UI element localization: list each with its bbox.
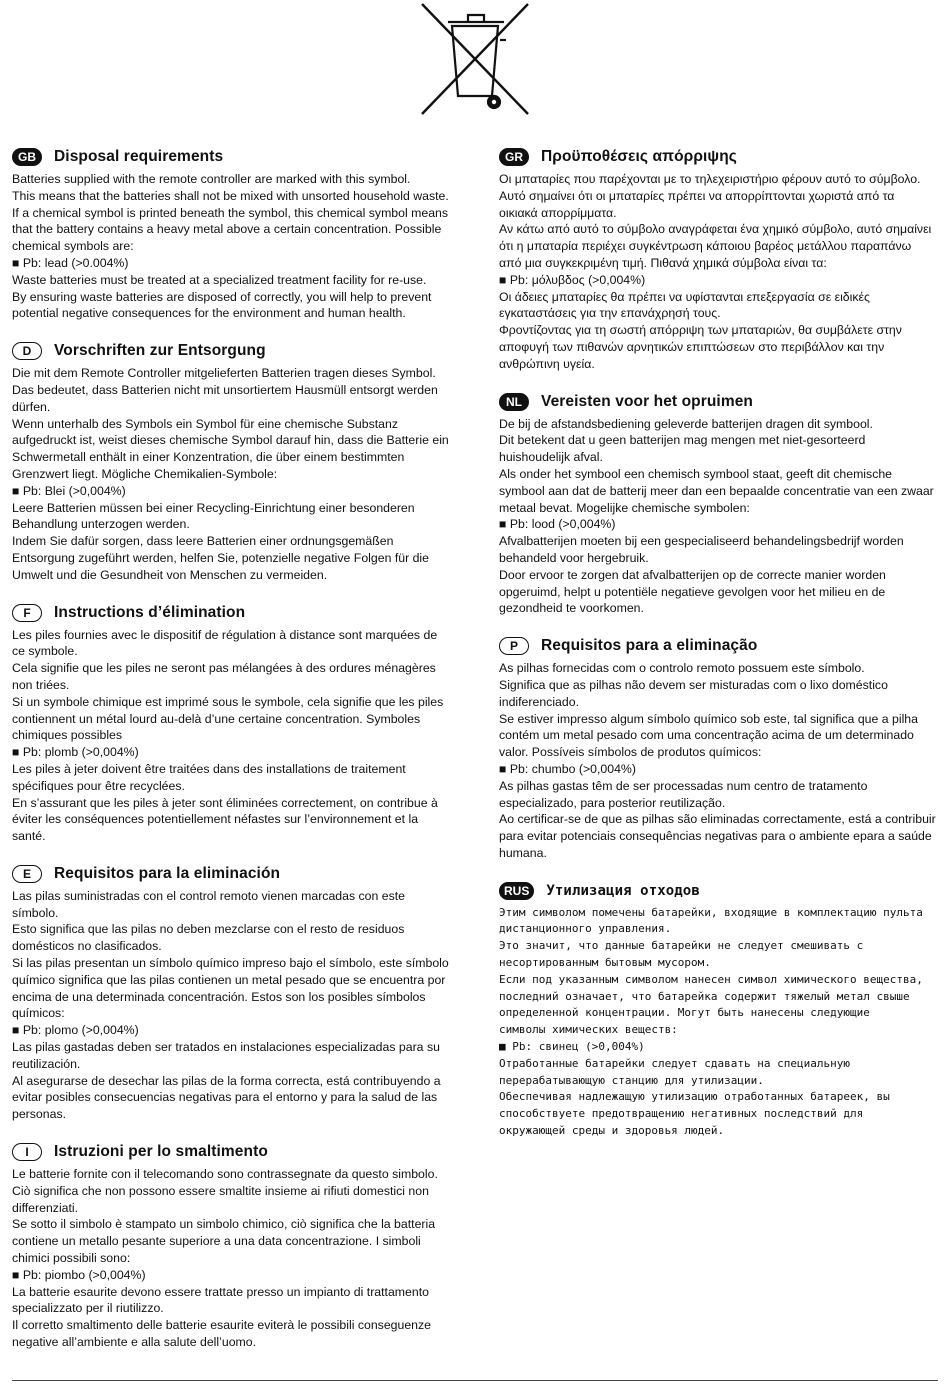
language-badge: RUS	[499, 882, 534, 900]
text-line: Ciò significa che non possono essere smaltite insieme ai rifiuti domestici non	[12, 1183, 429, 1198]
crossed-out-wheelie-bin-icon	[418, 0, 532, 118]
section-title: Vorschriften zur Entsorgung	[54, 342, 266, 360]
text-line: Если под указанным символом нанесен символ химического вещества,	[499, 972, 923, 986]
text-line: από μια συγκεκριμένη τιμή. Πιθανά χημικά σύμβολα είναι τα:	[499, 255, 827, 270]
text-line: As pilhas fornecidas com o controlo remoto possuem este símbolo.	[499, 661, 865, 676]
text-line: Il corretto smaltimento delle batterie esaurite eviterà le possibili conseguenze	[12, 1318, 431, 1333]
text-line: Si un symbole chimique est imprimé sous le symbole, cela signifie que les piles	[12, 694, 444, 709]
text-line: ότι η μπαταρία περιέχει συγκέντρωση κάποιου βαρέος μετάλλου παραπάνω	[499, 239, 912, 254]
text-line: para evitar potenciais consequências negativas para o ambiente epara a saúde	[499, 829, 932, 844]
text-line: ανθρώπινη υγεία.	[499, 356, 595, 371]
section-heading	[12, 339, 452, 363]
text-line: Wenn unterhalb des Symbols ein Symbol für eine chemische Substanz	[12, 416, 398, 431]
text-line: Αυτό σημαίνει ότι οι μπαταρίες πρέπει να απορρίπτονται χωριστά από τα	[499, 188, 895, 203]
text-line: ce symbole.	[12, 644, 78, 659]
language-badge: GR	[499, 148, 529, 166]
text-line: Die mit dem Remote Controller mitgelieferten Batterien tragen dieses Symbol.	[12, 366, 436, 381]
text-line: personas.	[12, 1107, 67, 1122]
section-heading	[499, 634, 939, 658]
text-line: Se estiver impresso algum símbolo químico sob este, tal significa que a pilha	[499, 711, 918, 726]
text-line: En s’assurant que les piles à jeter sont éliminées correctement, on contribue à	[12, 795, 438, 810]
left-column	[12, 145, 452, 1368]
text-line: By ensuring waste batteries are disposed of correctly, you will help to prevent	[12, 289, 432, 304]
section-gr	[499, 145, 939, 373]
section-title: Requisitos para la eliminación	[54, 864, 281, 882]
bullet-line: ■ Pb: piombo (>0,004%)	[12, 1267, 146, 1282]
text-line: οικιακά απορρίμματα.	[499, 205, 617, 220]
bullet-line: ■ Pb: plomo (>0,004%)	[12, 1023, 139, 1038]
text-line: Als onder het symbool een chemisch symbool staat, geeft dit chemische	[499, 466, 893, 481]
bullet-line: ■ Pb: lead (>0.004%)	[12, 255, 129, 270]
text-line: Οι μπαταρίες που παρέχονται με το τηλεχειριστήριο φέρουν αυτό το σύμβολο.	[499, 172, 921, 186]
text-line: especializado, para posterior reutilização.	[499, 795, 726, 810]
text-line: Le batterie fornite con il telecomando sono contrassegnate da questo simbolo.	[12, 1167, 438, 1182]
text-line: that the battery contains a heavy metal above a certain concentration. Possible	[12, 222, 442, 237]
text-line: huishoudelijk afval.	[499, 450, 603, 465]
text-line: gezondheid te voorkomen.	[499, 601, 644, 616]
section-title: Istruzioni per lo smaltimento	[54, 1143, 268, 1161]
text-line: chimiques possibles	[12, 728, 123, 743]
section-title: Instructions d’élimination	[54, 603, 246, 621]
section-title: Vereisten voor het opruimen	[541, 392, 754, 410]
text-line: Afvalbatterijen moeten bij een gespecialiseerd behandelingsbedrijf worden	[499, 534, 904, 549]
text-line: Las pilas suministradas con el control remoto vienen marcadas con este	[12, 888, 406, 903]
text-line: potential negative consequences for the environment and human health.	[12, 306, 406, 321]
text-line: símbolo.	[12, 905, 59, 920]
text-line: éviter les conséquences potentiellement néfastes sur l’environnement et la	[12, 812, 419, 827]
text-line: Οι άδειες μπαταρίες θα πρέπει να υφίστανται επεξεργασία σε ειδικές	[499, 289, 870, 304]
text-line: contém um metal pesado com uma concentração acima de um determinado	[499, 728, 914, 743]
text-line: chemical symbols are:	[12, 239, 134, 254]
text-line: aufgedruckt ist, weist dieses chemische Symbol darauf hin, dass die Batterie ein	[12, 433, 449, 448]
text-line: opgeruimd, helpt u potentiële negatieve gevolgen voor het milieu en de	[499, 584, 886, 599]
text-line: This means that the batteries shall not be mixed with unsorted household waste.	[12, 188, 449, 203]
text-line: symbool aan dat de batterij meer dan een bepaalde concentratie van een zwaar	[499, 483, 934, 498]
text-line: символы химических веществ:	[499, 1023, 678, 1037]
text-line: contiene un metallo pesante superiore a una data concentrazione. I simboli	[12, 1234, 421, 1249]
section-heading	[12, 862, 452, 886]
section-title: Προϋποθέσεις απόρριψης	[541, 148, 737, 165]
section-heading	[12, 1140, 452, 1164]
text-line: Al asegurarse de desechar las pilas de la forma correcta, está contribuyendo a	[12, 1073, 441, 1088]
section-heading	[12, 601, 452, 625]
text-line: Les piles fournies avec le dispositif de régulation à distance sont marquées de	[12, 627, 438, 642]
text-line: определенной концентрации. Могут быть нанесены следующие	[499, 1006, 870, 1020]
bullet-line: ■ Pb: μόλυβδος (>0,004%)	[499, 272, 646, 287]
text-line: последний означает, что батарейка содержит тяжелый метал свыше	[499, 989, 910, 1003]
text-line: domésticos no clasificados.	[12, 939, 162, 954]
text-line: evitar posibles consecuencias negativas para el entorno y para la salud de las	[12, 1090, 438, 1105]
text-line: spécifiques pour être recyclées.	[12, 778, 185, 793]
text-line: valor. Possíveis símbolos de produtos químicos:	[499, 745, 762, 760]
text-line: Das bedeutet, dass Batterien nicht mit unsortiertem Hausmüll entsorgt werden	[12, 382, 438, 397]
bullet-line: ■ Pb: Blei (>0,004%)	[12, 483, 126, 498]
section-title: Утилизация отходов	[546, 882, 700, 899]
text-line: εγκαταστάσεις για την επανάχρησή τους.	[499, 306, 721, 321]
text-line: Φροντίζοντας για τη σωστή απόρριψη των μπαταριών, θα συμβάλετε στην	[499, 323, 902, 338]
text-line: behandeld voor hergebruik.	[499, 550, 649, 565]
section-f	[12, 601, 452, 845]
text-line: As pilhas gastas têm de ser processadas num centro de tratamento	[499, 778, 868, 793]
text-line: несортированным бытовым мусором.	[499, 956, 711, 970]
section-gb	[12, 145, 452, 322]
section-d	[12, 339, 452, 583]
text-line: Leere Batterien müssen bei einer Recycling-Einrichtung einer besonderen	[12, 500, 415, 515]
bullet-line: ■ Pb: lood (>0,004%)	[499, 517, 616, 532]
text-line: Grenzwert liegt. Mögliche Chemikalien-Symbole:	[12, 466, 278, 481]
text-line: Si las pilas presentan un símbolo químico impreso bajo el símbolo, este símbolo	[12, 956, 449, 971]
section-title: Disposal requirements	[54, 148, 224, 165]
text-line: negative all’ambiente e alla salute dell’uomo.	[12, 1335, 257, 1350]
right-column	[499, 145, 939, 1157]
text-line: Se sotto il simbolo è stampato un simbolo chimico, ciò significa che la batteria	[12, 1217, 436, 1232]
language-badge: F	[12, 604, 42, 622]
text-line: santé.	[12, 829, 46, 844]
text-line: dürfen.	[12, 399, 51, 414]
text-line: De bij de afstandsbediening geleverde batterijen dragen dit symbool.	[499, 416, 873, 431]
text-line: contiennent un métal lourd au-delà d’une certaine concentration. Symboles	[12, 711, 421, 726]
text-line: Door ervoor te zorgen dat afvalbatterijen op de correcte manier worden	[499, 567, 886, 582]
language-badge: GB	[12, 148, 42, 166]
bullet-line: ■ Pb: свинец (>0,004%)	[499, 1040, 645, 1054]
text-line: Waste batteries must be treated at a specialized treatment facility for re-use.	[12, 272, 427, 287]
text-line: chimici possibili sono:	[12, 1251, 131, 1266]
section-heading	[499, 145, 939, 169]
language-badge: I	[12, 1143, 42, 1161]
text-line: Dit betekent dat u geen batterijen mag mengen met niet-gesorteerd	[499, 433, 866, 448]
text-line: reutilización.	[12, 1056, 81, 1071]
text-line: способствуете предотвращению негативных последствий для	[499, 1107, 864, 1121]
text-line: Behandlung unterzogen werden.	[12, 517, 190, 532]
text-line: Schwermetall enthält in einer Konzentration, die über einem bestimmten	[12, 450, 405, 465]
text-line: Indem Sie dafür sorgen, dass leere Batterien einer ordnungsgemäßen	[12, 534, 394, 549]
language-badge: NL	[499, 393, 529, 411]
section-title: Requisitos para a eliminação	[541, 637, 758, 655]
text-line: Это значит, что данные батарейки не следует смешивать с	[499, 939, 864, 953]
text-line: Cela signifie que les piles ne seront pas mélangées à des ordures ménagères	[12, 661, 436, 676]
text-line: Umwelt und die Gesundheit von Menschen zu vermeiden.	[12, 567, 328, 582]
section-e	[12, 862, 452, 1123]
text-line: differenziati.	[12, 1200, 79, 1215]
section-heading	[499, 390, 939, 414]
text-line: If a chemical symbol is printed beneath the symbol, this chemical symbol means	[12, 205, 449, 220]
footer-divider	[12, 1380, 938, 1381]
text-line: Обеспечивая надлежащую утилизацию отработанных батареек, вы	[499, 1090, 890, 1104]
section-nl	[499, 390, 939, 618]
text-line: non triées.	[12, 677, 70, 692]
section-i	[12, 1140, 452, 1351]
language-badge: D	[12, 342, 42, 360]
bullet-line: ■ Pb: chumbo (>0,004%)	[499, 761, 636, 776]
section-rus	[499, 879, 939, 1140]
text-line: Отработанные батарейки следует сдавать на специальную	[499, 1056, 850, 1070]
text-line: indiferenciado.	[499, 694, 579, 709]
text-line: дистанционного управления.	[499, 922, 672, 936]
language-badge: E	[12, 865, 42, 883]
text-line: αποφυγή των πιθανών αρνητικών επιπτώσεων στο περιβάλλον και την	[499, 339, 885, 354]
section-heading	[12, 145, 452, 169]
text-line: Αν κάτω από αυτό το σύμβολο αναγράφεται ένα χημικό σύμβολο, αυτό σημαίνει	[499, 222, 932, 237]
text-line: encima de una determinada concentración. Estos son los posibles símbolos	[12, 989, 426, 1004]
text-line: Batteries supplied with the remote controller are marked with this symbol.	[12, 172, 411, 186]
text-line: Этим символом помечены батарейки, входящие в комплектацию пульта	[499, 905, 923, 919]
bullet-line: ■ Pb: plomb (>0,004%)	[12, 745, 139, 760]
text-line: окружающей среды и здоровья людей.	[499, 1124, 725, 1138]
text-line: Entsorgung zugeführt werden, helfen Sie, potenzielle negative Folgen für die	[12, 550, 430, 565]
text-line: metaal bevat. Mogelijke chemische symbolen:	[499, 500, 750, 515]
text-line: Ao certificar-se de que as pilhas são eliminadas correctamente, está a contribuir	[499, 812, 936, 827]
text-line: humana.	[499, 845, 547, 860]
text-line: Las pilas gastadas deben ser tratados en instalaciones especializadas para su	[12, 1040, 440, 1055]
section-p	[499, 634, 939, 862]
text-line: перерабатывающую станцию для утилизации.	[499, 1073, 764, 1087]
text-line: La batterie esaurite devono essere trattate presso un impianto di trattamento	[12, 1284, 429, 1299]
text-line: químico significa que las pilas contienen un metal pesado que se encuentra por	[12, 972, 446, 987]
text-line: Significa que as pilhas não devem ser misturadas com o lixo doméstico	[499, 677, 888, 692]
language-badge: P	[499, 637, 529, 655]
text-line: specializzato per il riutilizzo.	[12, 1301, 164, 1316]
text-line: Les piles à jeter doivent être traitées dans des installations de traitement	[12, 761, 406, 776]
section-heading	[499, 879, 939, 903]
text-line: químicos:	[12, 1006, 65, 1021]
text-line: Esto significa que las pilas no deben mezclarse con el resto de residuos	[12, 922, 405, 937]
